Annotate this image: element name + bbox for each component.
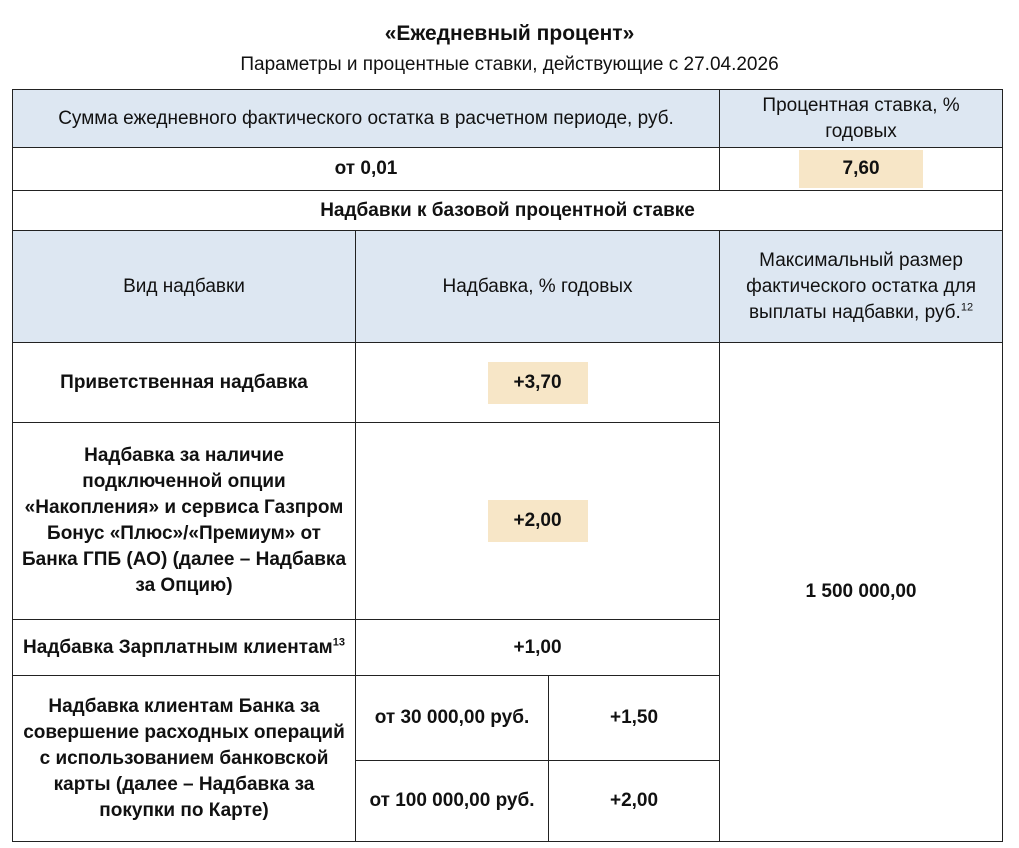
option-bonus-name: Надбавка за наличие подключенной опции «Накопления» и сервиса Газпром Бонус «Плюс»/«Премиум» от Банка ГПБ (АО) (далее – Надбавка за Опцию) (13, 423, 356, 620)
base-rate-cell (720, 148, 1003, 191)
max-balance-value: 1 500 000,00 (720, 343, 1003, 842)
footnote-marker: 12 (960, 301, 974, 314)
bonus-section-title: Надбавки к базовой процентной ставке (13, 191, 1003, 231)
card-tier-threshold: от 100 000,00 руб. (356, 761, 549, 842)
base-rate-value: 7,60 (799, 150, 923, 188)
option-bonus-cell (356, 423, 720, 620)
card-tier-value: +2,00 (549, 761, 720, 842)
balance-column-header: Сумма ежедневного фактического остатка в расчетном периоде, руб. (13, 90, 720, 148)
bonus-value-header: Надбавка, % годовых (356, 231, 720, 343)
welcome-bonus-cell (356, 343, 720, 423)
welcome-bonus-value: +3,70 (488, 362, 588, 404)
footnote-marker: 13 (332, 636, 345, 649)
salary-bonus-value: +1,00 (356, 620, 720, 676)
page-subtitle: Параметры и процентные ставки, действующие с 27.04.2026 (240, 54, 779, 75)
option-bonus-value: +2,00 (488, 500, 588, 542)
welcome-bonus-name: Приветственная надбавка (13, 343, 356, 423)
rate-column-header: Процентная ставка, % годовых (720, 90, 1003, 148)
rates-table (12, 89, 1003, 842)
salary-bonus-name: Надбавка Зарплатным клиентам$^{13}$ (13, 620, 356, 676)
base-balance-cell: от 0,01 (13, 148, 720, 191)
card-tier-threshold: от 30 000,00 руб. (356, 676, 549, 761)
card-bonus-name: Надбавка клиентам Банка за совершение расходных операций с использованием банковской карты (далее – Надбавка за покупки по Карте) (13, 676, 356, 842)
card-tier-value: +1,50 (549, 676, 720, 761)
bonus-type-header: Вид надбавки (13, 231, 356, 343)
max-balance-header: Максимальный размер фактического остатка для выплаты надбавки, руб.$^{12}$ (720, 231, 1003, 343)
page-title: «Ежедневный процент» (384, 22, 635, 45)
